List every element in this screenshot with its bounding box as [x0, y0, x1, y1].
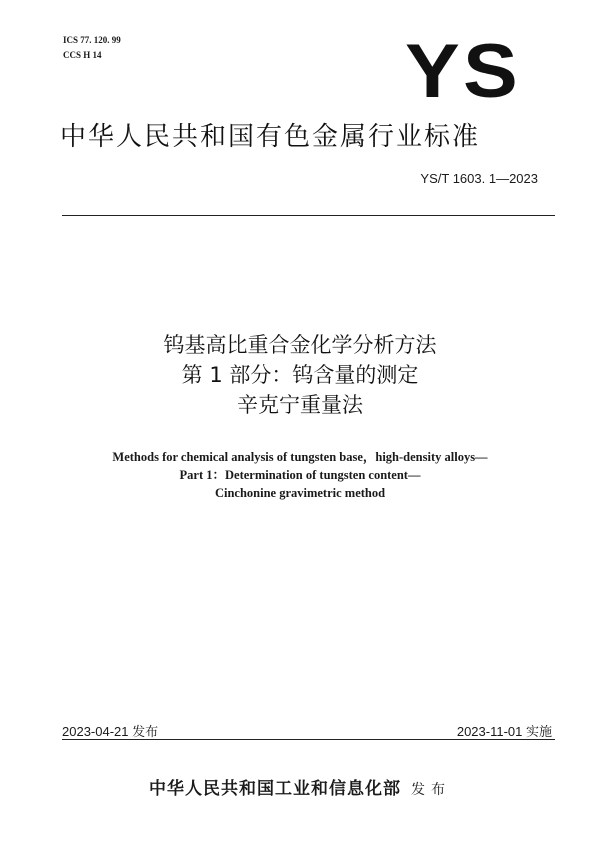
english-title	[0, 448, 600, 502]
chinese-title	[0, 330, 600, 420]
english-title-line: Cinchonine gravimetric method	[214, 486, 386, 500]
english-title-line: Part 1：Determination of tungsten content—	[179, 468, 421, 482]
issuer-action: 发布	[411, 782, 451, 798]
chinese-title-line: 钨基高比重合金化学分析方法	[163, 333, 437, 357]
classification-codes	[63, 33, 121, 63]
standard-category-title: 中华人民共和国有色金属行业标准	[60, 122, 481, 152]
issuer	[0, 774, 600, 799]
ics-code: ICS 77. 120. 99	[63, 35, 121, 45]
chinese-title-line: 辛克宁重量法	[237, 393, 363, 417]
header-divider	[62, 215, 555, 216]
footer-divider	[62, 739, 555, 740]
issuer-name: 中华人民共和国工业和信息化部	[149, 779, 401, 799]
english-title-line: Methods for chemical analysis of tungsten base，high-density alloys—	[112, 450, 488, 464]
publish-date: 2023-04-21 发布	[62, 724, 159, 739]
standard-number: YS/T 1603. 1—2023	[420, 171, 538, 186]
implement-date: 2023-11-01 实施	[456, 724, 552, 739]
ccs-code: CCS H 14	[63, 50, 102, 60]
chinese-title-line: 第 1 部分：钨含量的测定	[181, 363, 419, 387]
ys-logo: YS	[405, 29, 521, 114]
